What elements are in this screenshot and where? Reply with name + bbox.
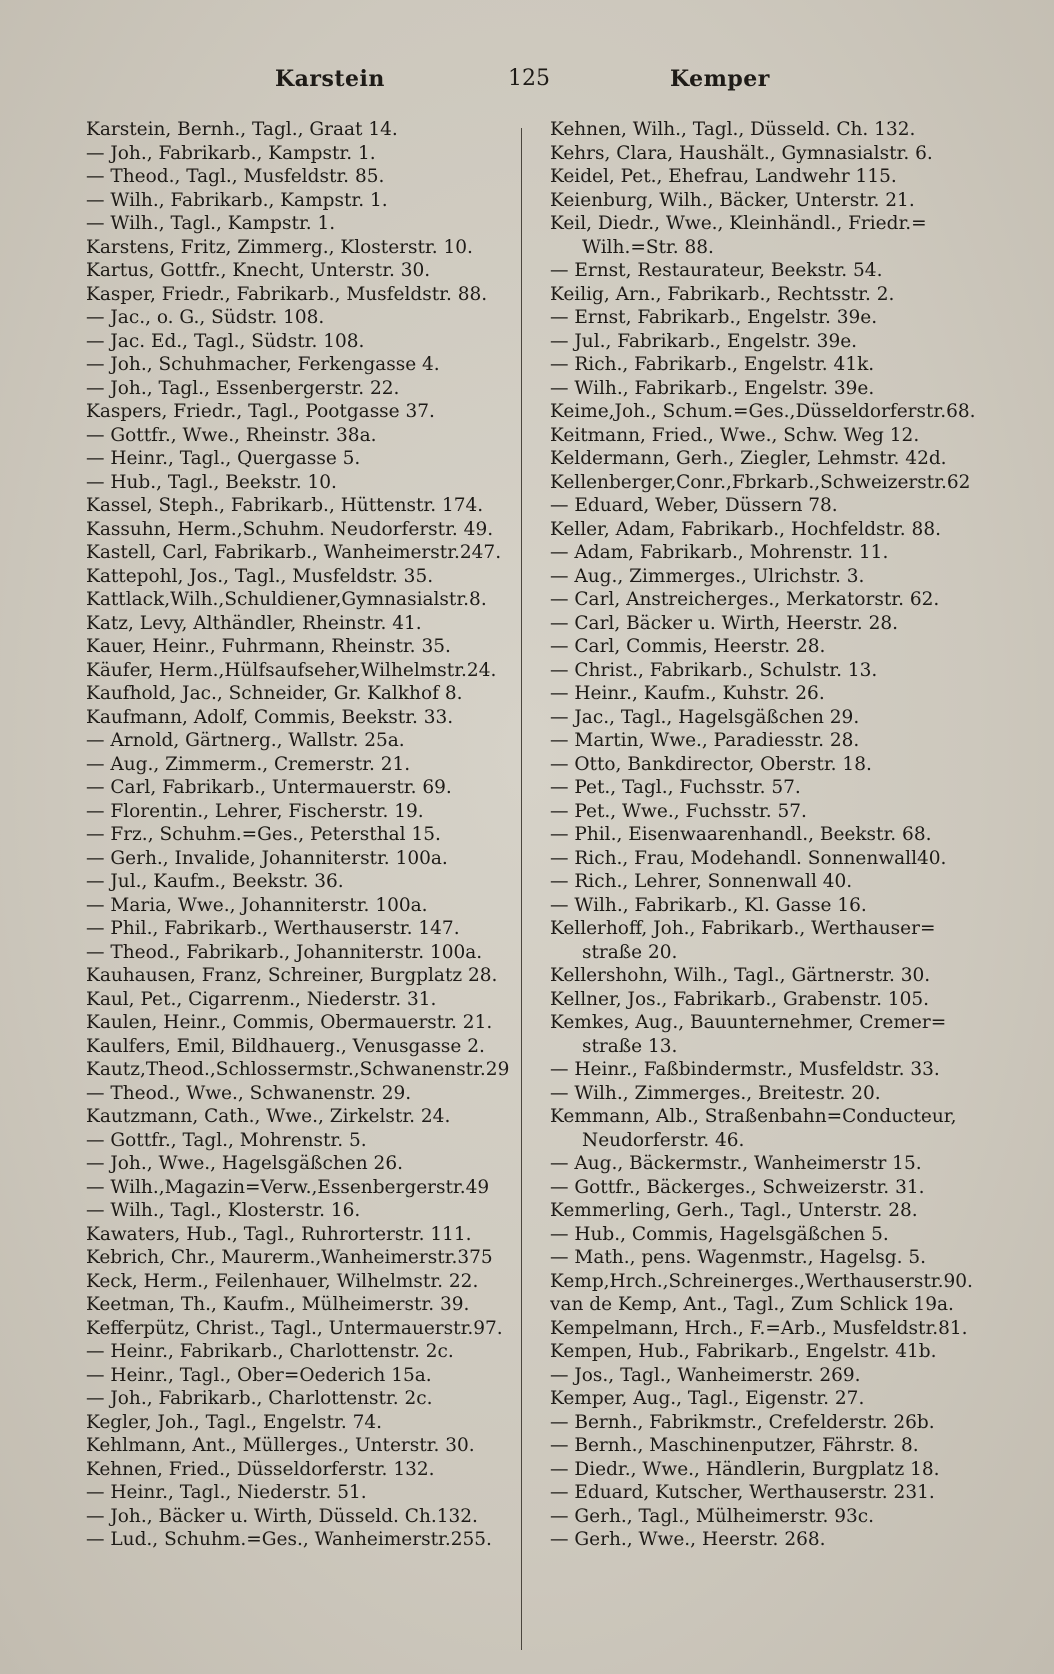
directory-entry: Kemmerling, Gerh., Tagl., Unterstr. 28. [550,1200,918,1221]
directory-entry: — Pet., Wwe., Fuchsstr. 57. [550,800,807,822]
directory-entry: — Carl, Bäcker u. Wirth, Heerstr. 28. [550,612,898,634]
directory-entry: Kauhausen, Franz, Schreiner, Burgplatz 28. [86,965,498,986]
directory-entry: van de Kemp, Ant., Tagl., Zum Schlick 19a. [550,1294,954,1315]
directory-entry: — Gerh., Tagl., Mülheimerstr. 93c. [550,1505,875,1527]
directory-entry: — Theod., Fabrikarb., Johanniterstr. 100a. [86,941,483,963]
directory-entry: Keller, Adam, Fabrikarb., Hochfeldstr. 88. [550,518,941,540]
directory-entry: Kaufhold, Jac., Schneider, Gr. Kalkhof 8. [86,683,463,704]
directory-entry: Kaul, Pet., Cigarrenm., Niederstr. 31. [86,988,437,1010]
right-column [550,118,1000,1552]
directory-entry: — Joh., Bäcker u. Wirth, Düsseld. Ch.132. [86,1505,478,1527]
directory-entry: Kellenberger,Conr.,Fbrkarb.,Schweizerstr.62 [550,471,971,493]
directory-entry: — Wilh., Zimmerges., Breitestr. 20. [550,1082,881,1104]
directory-entry: Kempelmann, Hrch., F.=Arb., Musfeldstr.81. [550,1317,968,1339]
directory-entry: Kempen, Hub., Fabrikarb., Engelstr. 41b. [550,1341,937,1362]
directory-entry: Katz, Levy, Althändler, Rheinstr. 41. [86,612,422,634]
directory-entry: — Heinr., Tagl., Ober=Oederich 15a. [86,1364,432,1386]
directory-entry: — Theod., Wwe., Schwanenstr. 29. [86,1082,412,1104]
page-number: 125 [508,66,550,91]
directory-entry-continuation: Neudorferstr. 46. [582,1129,745,1151]
directory-entry: Keil, Diedr., Wwe., Kleinhändl., Friedr.= [550,213,927,234]
directory-entry: Kaulfers, Emil, Bildhauerg., Venusgasse 2. [86,1035,485,1057]
directory-entry: — Rich., Frau, Modehandl. Sonnenwall40. [550,847,947,869]
directory-entry: — Bernh., Maschinenputzer, Fährstr. 8. [550,1435,919,1456]
directory-entry: Keldermann, Gerh., Ziegler, Lehmstr. 42d. [550,448,947,469]
directory-entry: — Heinr., Faßbindermstr., Musfeldstr. 33. [550,1059,940,1080]
directory-entry: — Math., pens. Wagenmstr., Hagelsg. 5. [550,1247,926,1268]
directory-entry: Keidel, Pet., Ehefrau, Landwehr 115. [550,166,897,187]
directory-entry: — Carl, Commis, Heerstr. 28. [550,636,826,657]
directory-entry: — Pet., Tagl., Fuchsstr. 57. [550,777,801,798]
directory-entry: Kellershohn, Wilh., Tagl., Gärtnerstr. 30. [550,965,931,986]
directory-entry: — Aug., Bäckermstr., Wanheimerstr 15. [550,1153,922,1174]
directory-entry: — Eduard, Kutscher, Werthauserstr. 231. [550,1482,935,1503]
directory-entry: — Gottfr., Tagl., Mohrenstr. 5. [86,1129,367,1151]
directory-entry: — Heinr., Tagl., Quergasse 5. [86,448,361,469]
directory-entry: — Gerh., Invalide, Johanniterstr. 100a. [86,847,448,869]
directory-entry: Kauer, Heinr., Fuhrmann, Rheinstr. 35. [86,636,451,657]
page-header [80,66,990,106]
directory-entry: Keilig, Arn., Fabrikarb., Rechtsstr. 2. [550,283,895,305]
directory-entry: — Ernst, Fabrikarb., Engelstr. 39e. [550,307,878,328]
directory-entry: — Joh., Schuhmacher, Ferkengasse 4. [86,354,440,375]
directory-entry: — Christ., Fabrikarb., Schulstr. 13. [550,659,878,681]
directory-entry: Kehnen, Fried., Düsseldorferstr. 132. [86,1458,435,1480]
directory-entry: — Aug., Zimmerges., Ulrichstr. 3. [550,565,865,587]
left-column [86,118,536,1552]
directory-entry: — Phil., Fabrikarb., Werthauserstr. 147. [86,918,460,939]
directory-entry: — Joh., Wwe., Hagelsgäßchen 26. [86,1153,403,1174]
column-divider [521,128,522,1650]
directory-entry: — Ernst, Restaurateur, Beekstr. 54. [550,260,883,281]
directory-entry: — Lud., Schuhm.=Ges., Wanheimerstr.255. [86,1529,492,1550]
directory-entry: — Jos., Tagl., Wanheimerstr. 269. [550,1364,861,1386]
directory-entry: Keetman, Th., Kaufm., Mülheimerstr. 39. [86,1294,470,1315]
header-left-catchword: Karstein [275,66,385,92]
directory-entry: — Florentin., Lehrer, Fischerstr. 19. [86,800,424,822]
directory-entry: — Heinr., Tagl., Niederstr. 51. [86,1482,367,1503]
directory-entry: — Rich., Lehrer, Sonnenwall 40. [550,871,853,892]
directory-entry: — Theod., Tagl., Musfeldstr. 85. [86,166,385,187]
directory-entry: — Eduard, Weber, Düssern 78. [550,495,838,516]
directory-entry-continuation: Wilh.=Str. 88. [582,236,714,258]
directory-entry: Kattepohl, Jos., Tagl., Musfeldstr. 35. [86,565,434,587]
directory-entry: — Jac., Tagl., Hagelsgäßchen 29. [550,706,860,728]
directory-entry: Kaulen, Heinr., Commis, Obermauerstr. 21. [86,1012,493,1033]
directory-entry: — Phil., Eisenwaarenhandl., Beekstr. 68. [550,824,932,845]
directory-entry: — Joh., Fabrikarb., Kampstr. 1. [86,142,376,164]
directory-entry: — Diedr., Wwe., Händlerin, Burgplatz 18. [550,1458,940,1480]
directory-entry: Kartus, Gottfr., Knecht, Unterstr. 30. [86,260,431,281]
directory-entry: — Gottfr., Bäckerges., Schweizerstr. 31. [550,1176,925,1198]
directory-entry: — Hub., Commis, Hagelsgäßchen 5. [550,1223,889,1245]
directory-entry: Kegler, Joh., Tagl., Engelstr. 74. [86,1411,383,1433]
directory-entry: — Arnold, Gärtnerg., Wallstr. 25a. [86,730,405,751]
directory-entry: Kaspers, Friedr., Tagl., Pootgasse 37. [86,401,435,422]
directory-entry: Kemp,Hrch.,Schreinerges.,Werthauserstr.90. [550,1270,973,1292]
directory-entry: Kellerhoff, Joh., Fabrikarb., Werthauser= [550,918,936,939]
directory-entry: — Martin, Wwe., Paradiesstr. 28. [550,730,860,751]
directory-entry: — Frz., Schuhm.=Ges., Petersthal 15. [86,824,441,845]
directory-entry: — Heinr., Kaufm., Kuhstr. 26. [550,683,825,704]
directory-entry: Kellner, Jos., Fabrikarb., Grabenstr. 105. [550,988,930,1010]
directory-entry: Kehlmann, Ant., Müllerges., Unterstr. 30. [86,1435,475,1456]
directory-entry: — Jac. Ed., Tagl., Südstr. 108. [86,330,365,352]
directory-entry: — Wilh., Fabrikarb., Engelstr. 39e. [550,377,875,399]
directory-entry-continuation: straße 13. [582,1035,678,1057]
directory-entry: — Bernh., Fabrikmstr., Crefelderstr. 26b. [550,1411,935,1433]
directory-entry: — Wilh., Tagl., Klosterstr. 16. [86,1200,361,1221]
directory-entry: Kassuhn, Herm.,Schuhm. Neudorferstr. 49. [86,518,494,540]
directory-entry: — Wilh.,Magazin=Verw.,Essenbergerstr.49 [86,1176,490,1198]
directory-entry: Kassel, Steph., Fabrikarb., Hüttenstr. 174. [86,495,484,516]
directory-entry: — Carl, Fabrikarb., Untermauerstr. 69. [86,777,452,798]
directory-entry: Kasper, Friedr., Fabrikarb., Musfeldstr. 88. [86,283,488,305]
directory-entry: — Rich., Fabrikarb., Engelstr. 41k. [550,354,875,375]
directory-entry: — Gerh., Wwe., Heerstr. 268. [550,1529,826,1550]
directory-entry: — Wilh., Fabrikarb., Kampstr. 1. [86,189,388,211]
directory-entry: — Wilh., Tagl., Kampstr. 1. [86,213,336,234]
directory-entry: — Jac., o. G., Südstr. 108. [86,307,325,328]
directory-entry: — Hub., Tagl., Beekstr. 10. [86,471,337,493]
directory-entry: Kautz,Theod.,Schlossermstr.,Schwanenstr.29 [86,1059,510,1080]
directory-entry: Kastell, Carl, Fabrikarb., Wanheimerstr.247. [86,542,502,563]
directory-entry: — Carl, Anstreicherges., Merkatorstr. 62. [550,589,940,610]
directory-entry: Kautzmann, Cath., Wwe., Zirkelstr. 24. [86,1106,451,1127]
header-right-catchword: Kemper [670,66,770,92]
directory-entry: Keime,Joh., Schum.=Ges.,Düsseldorferstr.68. [550,401,976,422]
directory-entry: Kemper, Aug., Tagl., Eigenstr. 27. [550,1388,865,1409]
directory-entry: — Jul., Kaufm., Beekstr. 36. [86,871,344,892]
directory-entry: Kaufmann, Adolf, Commis, Beekstr. 33. [86,706,454,728]
directory-entry: — Jul., Fabrikarb., Engelstr. 39e. [550,330,858,352]
directory-entry: — Gottfr., Wwe., Rheinstr. 38a. [86,424,377,446]
directory-entry: Kattlack,Wilh.,Schuldiener,Gymnasialstr.8. [86,589,487,610]
directory-entry: Käufer, Herm.,Hülfsaufseher,Wilhelmstr.24. [86,659,497,681]
directory-entry: Kehrs, Clara, Haushält., Gymnasialstr. 6. [550,142,933,164]
directory-entry: Karstein, Bernh., Tagl., Graat 14. [86,119,398,140]
directory-entry: Kemkes, Aug., Bauunternehmer, Cremer= [550,1012,947,1033]
directory-entry: — Maria, Wwe., Johanniterstr. 100a. [86,894,428,916]
directory-entry: Keienburg, Wilh., Bäcker, Unterstr. 21. [550,189,915,211]
directory-entry: Kemmann, Alb., Straßenbahn=Conducteur, [550,1106,957,1127]
directory-entry: Kebrich, Chr., Maurerm.,Wanheimerstr.375 [86,1247,493,1268]
directory-entry: — Adam, Fabrikarb., Mohrenstr. 11. [550,542,889,563]
directory-entry: — Joh., Tagl., Essenbergerstr. 22. [86,377,400,399]
directory-entry: — Wilh., Fabrikarb., Kl. Gasse 16. [550,894,867,916]
directory-entry: — Heinr., Fabrikarb., Charlottenstr. 2c. [86,1341,454,1362]
directory-entry: — Otto, Bankdirector, Oberstr. 18. [550,753,872,775]
directory-entry: Karstens, Fritz, Zimmerg., Klosterstr. 10. [86,236,473,258]
directory-entry: Keck, Herm., Feilenhauer, Wilhelmstr. 22. [86,1270,479,1292]
directory-entry: — Joh., Fabrikarb., Charlottenstr. 2c. [86,1388,433,1409]
directory-entry: Keitmann, Fried., Wwe., Schw. Weg 12. [550,424,920,446]
directory-entry: — Aug., Zimmerm., Cremerstr. 21. [86,753,411,775]
directory-entry: Kawaters, Hub., Tagl., Ruhrorterstr. 111. [86,1223,472,1245]
directory-entry: Kefferpütz, Christ., Tagl., Untermauerstr.97. [86,1317,503,1339]
directory-entry-continuation: straße 20. [582,941,678,963]
directory-entry: Kehnen, Wilh., Tagl., Düsseld. Ch. 132. [550,119,916,140]
